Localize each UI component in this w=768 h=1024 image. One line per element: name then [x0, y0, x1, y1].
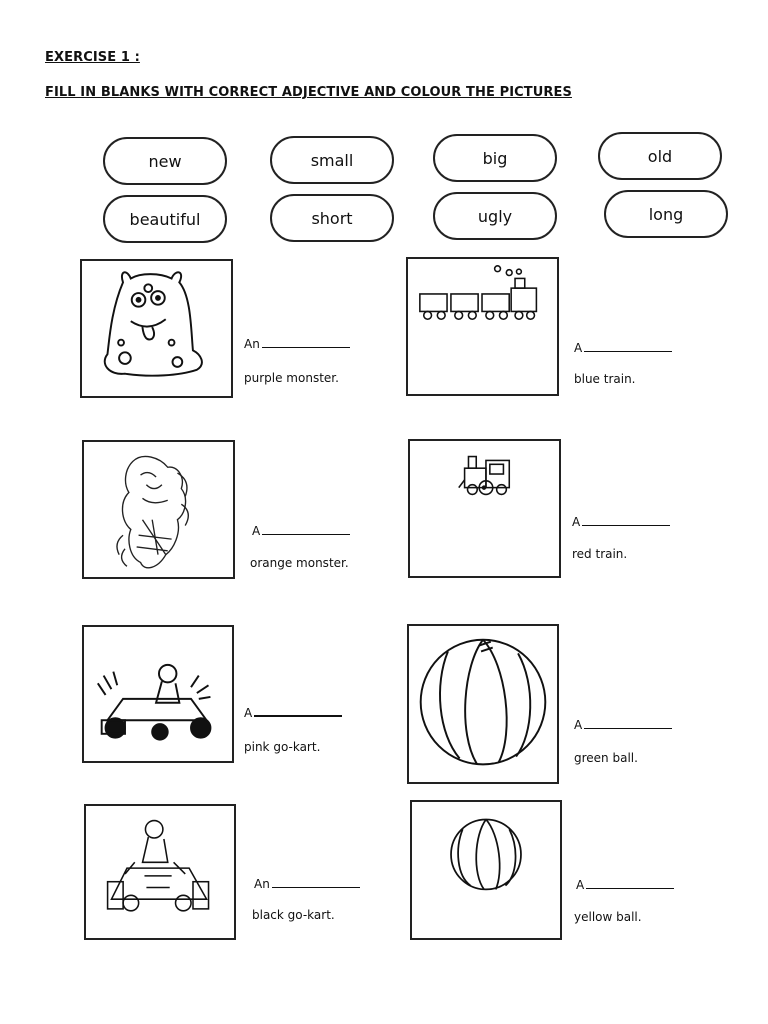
noun-label: red train.	[572, 547, 628, 561]
article-label: A	[574, 341, 583, 355]
picture-frame	[408, 439, 561, 578]
article-label: An	[254, 877, 270, 891]
noun-label: purple monster.	[244, 371, 339, 385]
answer-blank[interactable]	[584, 727, 672, 729]
picture-frame	[80, 259, 233, 398]
article-label: An	[244, 337, 260, 351]
word-old: old	[598, 132, 722, 180]
word-small: small	[270, 136, 394, 184]
monster-ugly-icon	[82, 261, 231, 396]
answer-blank[interactable]	[586, 887, 674, 889]
picture-frame	[82, 625, 234, 763]
article-label: A	[574, 718, 583, 732]
picture-frame	[82, 440, 235, 579]
picture-frame	[84, 804, 236, 940]
answer-line	[574, 341, 672, 355]
noun-label: blue train.	[574, 372, 636, 386]
word-new: new	[103, 137, 227, 185]
short-train-icon	[410, 441, 559, 576]
word-beautiful: beautiful	[103, 195, 227, 243]
answer-line	[574, 718, 672, 732]
long-train-icon	[408, 259, 557, 394]
article-label: A	[572, 515, 581, 529]
go-kart-new-icon	[84, 627, 232, 761]
instruction-heading: FILL IN BLANKS WITH CORRECT ADJECTIVE AND COLOUR THE PICTURES	[45, 85, 572, 100]
monster-beautiful-icon	[84, 442, 233, 577]
picture-frame	[407, 624, 559, 784]
noun-label: green ball.	[574, 751, 638, 765]
noun-label: orange monster.	[250, 556, 349, 570]
word-long: long	[604, 190, 728, 238]
answer-blank[interactable]	[262, 533, 350, 535]
noun-label: black go-kart.	[252, 908, 335, 922]
answer-line	[244, 706, 342, 720]
article-label: A	[576, 878, 585, 892]
answer-line	[254, 877, 360, 891]
small-ball-icon	[412, 802, 560, 938]
answer-line	[576, 878, 674, 892]
answer-blank[interactable]	[582, 524, 670, 526]
word-ugly: ugly	[433, 192, 557, 240]
answer-line	[572, 515, 670, 529]
answer-line	[252, 524, 350, 538]
article-label: A	[244, 706, 253, 720]
answer-blank[interactable]	[262, 346, 350, 348]
picture-frame	[406, 257, 559, 396]
answer-blank[interactable]	[584, 350, 672, 352]
answer-line	[244, 337, 350, 351]
answer-blank[interactable]	[272, 886, 360, 888]
go-kart-old-icon	[86, 806, 234, 938]
word-big: big	[433, 134, 557, 182]
word-short: short	[270, 194, 394, 242]
big-ball-icon	[409, 626, 557, 782]
answer-blank[interactable]	[254, 714, 342, 717]
picture-frame	[410, 800, 562, 940]
noun-label: yellow ball.	[574, 910, 642, 924]
noun-label: pink go-kart.	[244, 740, 321, 754]
article-label: A	[252, 524, 261, 538]
exercise-heading: EXERCISE 1 :	[45, 50, 140, 65]
